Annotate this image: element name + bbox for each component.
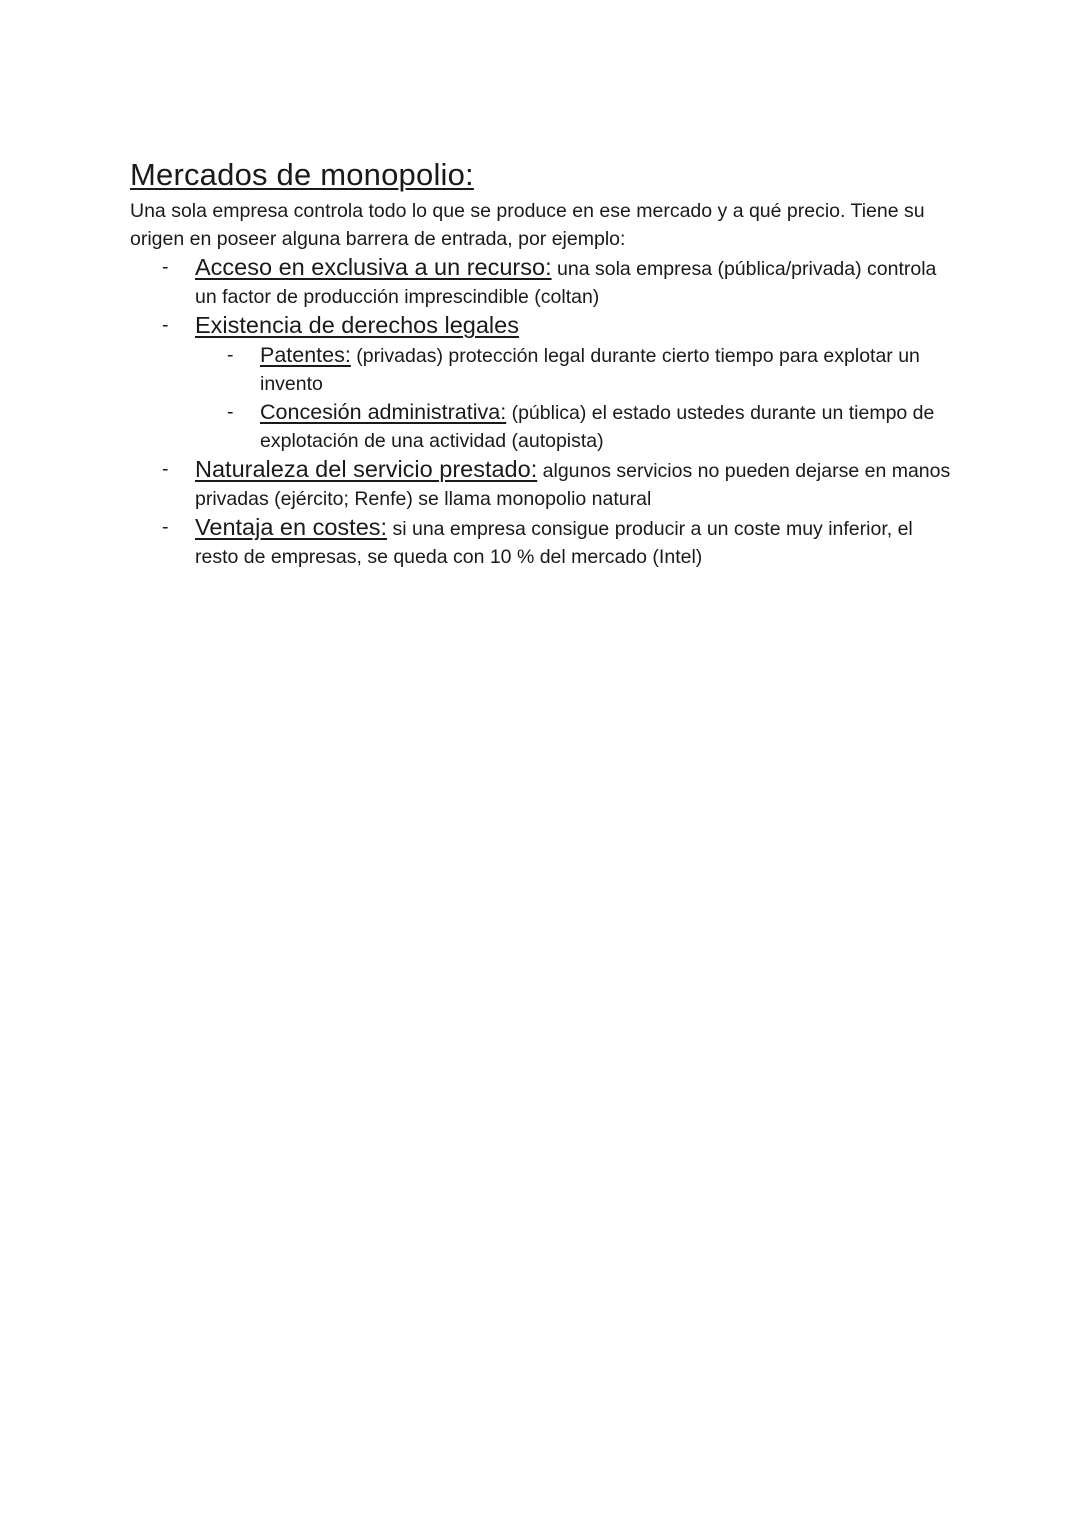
item-term: Patentes:: [260, 343, 351, 367]
item-term: Concesión administrativa:: [260, 400, 507, 424]
legal-rights-sublist: [195, 341, 960, 455]
list-item-cost-advantage: [162, 513, 960, 571]
bullet-dash: -: [162, 314, 169, 336]
item-term: Ventaja en costes:: [195, 514, 388, 540]
document-page: [130, 155, 960, 571]
list-item-exclusive-resource: [162, 253, 960, 311]
item-description: una sola empresa (pública/privada) controla un factor de producción imprescindible (coltan): [195, 258, 937, 308]
bullet-dash: -: [162, 256, 169, 278]
bullet-dash: -: [227, 401, 234, 423]
list-item-service-nature: [162, 455, 960, 513]
bullet-dash: -: [162, 458, 169, 480]
item-term: Naturaleza del servicio prestado:: [195, 456, 538, 482]
item-term: Existencia de derechos legales: [195, 312, 519, 338]
item-description: (privadas) protección legal durante cierto tiempo para explotar un invento: [260, 345, 920, 395]
bullet-dash: -: [227, 344, 234, 366]
sublist-item-concession: [227, 398, 960, 455]
list-item-legal-rights: [162, 311, 960, 455]
item-description: (pública) el estado ustedes durante un tiempo de explotación de una actividad (autopista): [260, 402, 935, 452]
intro-paragraph: Una sola empresa controla todo lo que se produce en ese mercado y a qué precio. Tiene su origen en poseer alguna barrera de entrada, por ejemplo:: [130, 200, 925, 250]
item-description: si una empresa consigue producir a un coste muy inferior, el resto de empresas, se queda con 10 % del mercado (Intel): [195, 518, 913, 568]
item-description: algunos servicios no pueden dejarse en manos privadas (ejército; Renfe) se llama monopolio natural: [195, 460, 951, 510]
sublist-item-patents: [227, 341, 960, 398]
page-title: Mercados de monopolio:: [130, 157, 474, 192]
item-term: Acceso en exclusiva a un recurso:: [195, 254, 552, 280]
bullet-dash: -: [162, 516, 169, 538]
barrier-list: [130, 253, 960, 571]
